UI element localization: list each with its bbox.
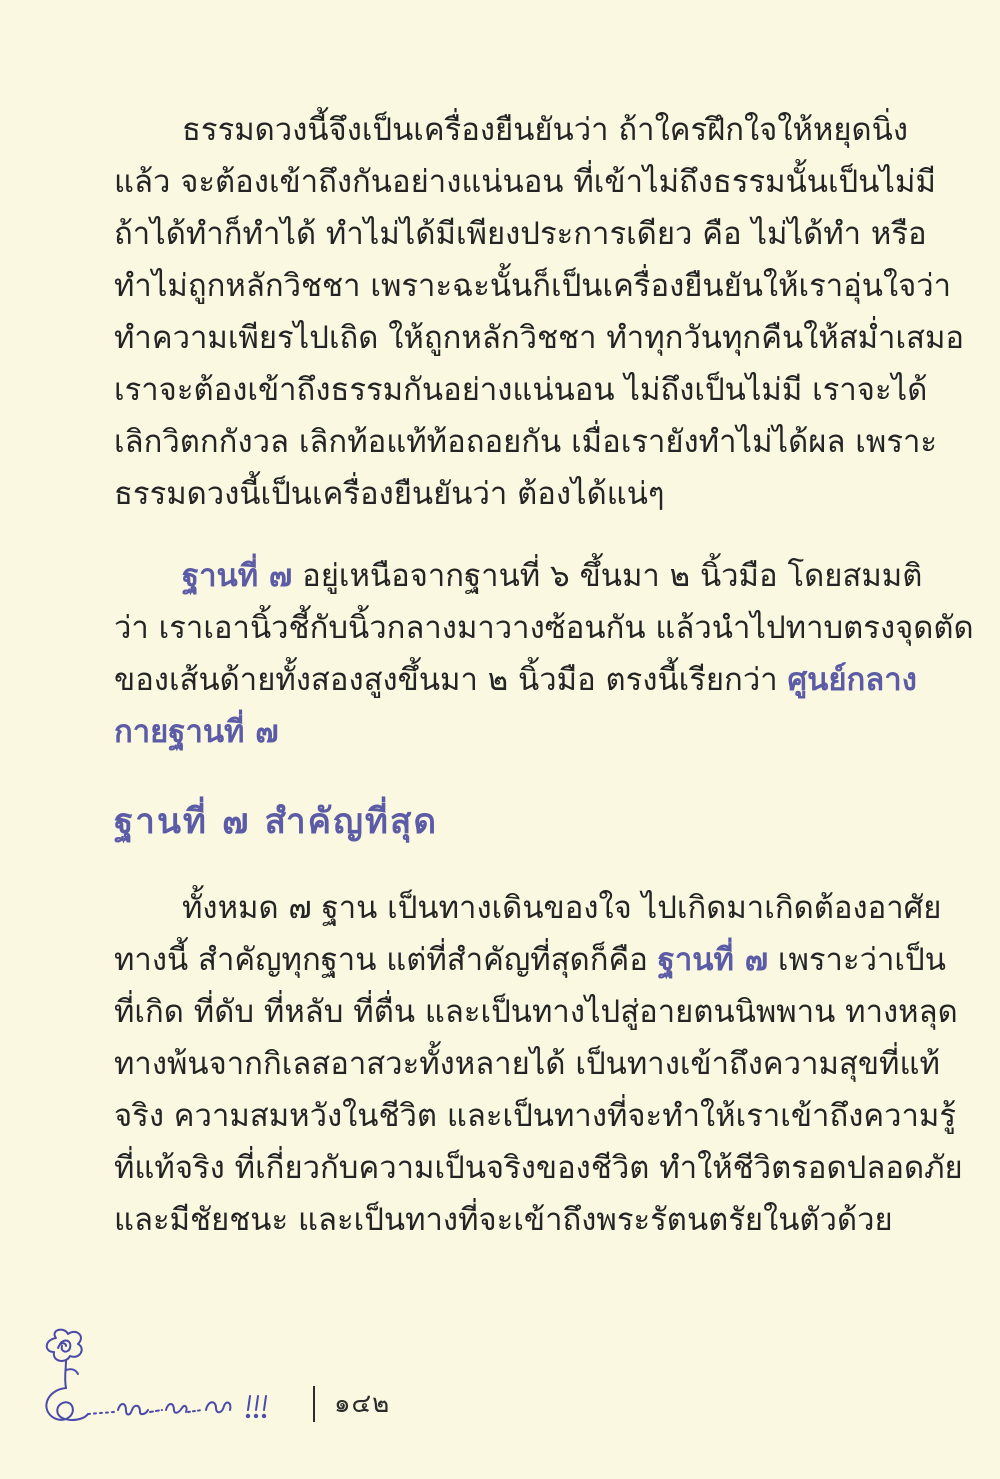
- paragraph-1-line-6: เราจะต้องเข้าถึงธรรมกันอย่างแน่นอน ไม่ถึงเป็นไม่มี เราจะได้: [114, 372, 928, 408]
- highlight-body-base-7: กายฐานที่ ๗: [114, 714, 279, 750]
- paragraph-1-line-4: ทำไม่ถูกหลักวิชชา เพราะฉะนั้นก็เป็นเครื่องยืนยันให้เราอุ่นใจว่า: [114, 268, 952, 304]
- rose-signature-icon: [36, 1326, 286, 1432]
- highlight-center: ศูนย์กลาง: [787, 662, 917, 698]
- paragraph-1-line-8: ธรรมดวงนี้เป็นเครื่องยืนยันว่า ต้องได้แน่ๆ: [114, 476, 665, 512]
- footer-divider: [313, 1386, 315, 1422]
- section-heading: ฐานที่ ๗ สำคัญที่สุด: [114, 801, 439, 842]
- paragraph-1-line-5: ทำความเพียรไปเถิด ให้ถูกหลักวิชชา ทำทุกวันทุกคืนให้สม่ำเสมอ: [114, 320, 965, 356]
- paragraph-3-line-2: [114, 942, 946, 978]
- paragraph-3-line-2-text-a: ทางนี้ สำคัญทุกฐาน แต่ที่สำคัญที่สุดก็คือ: [114, 942, 658, 978]
- paragraph-2-line-4: [114, 714, 888, 750]
- paragraph-1-line-2: แล้ว จะต้องเข้าถึงกันอย่างแน่นอน ที่เข้าไม่ถึงธรรมนั้นเป็นไม่มี: [114, 164, 936, 200]
- paragraph-2-line-3: [114, 662, 917, 698]
- paragraph-2-line-2: ว่า เราเอานิ้วชี้กับนิ้วกลางมาวางซ้อนกัน แล้วนำไปทาบตรงจุดตัด: [114, 610, 974, 646]
- paragraph-1-line-7: เลิกวิตกกังวล เลิกท้อแท้ท้อถอยกัน เมื่อเรายังทำไม่ได้ผล เพราะ: [114, 424, 938, 460]
- paragraph-3-line-5: จริง ความสมหวังในชีวิต และเป็นทางที่จะทำให้เราเข้าถึงความรู้: [114, 1098, 957, 1134]
- paragraph-3-line-7: และมีชัยชนะ และเป็นทางที่จะเข้าถึงพระรัตนตรัยในตัวด้วย: [114, 1202, 893, 1238]
- paragraph-3-line-1: ทั้งหมด ๗ ฐาน เป็นทางเดินของใจ ไปเกิดมาเกิดต้องอาศัย: [182, 890, 942, 926]
- paragraph-2-line-1: [182, 558, 923, 594]
- paragraph-3-line-3: ที่เกิด ที่ดับ ที่หลับ ที่ตื่น และเป็นทางไปสู่อายตนนิพพาน ทางหลุด: [114, 994, 958, 1030]
- highlight-base-7: ฐานที่ ๗: [182, 558, 293, 594]
- paragraph-1-line-3: ถ้าได้ทำก็ทำได้ ทำไม่ได้มีเพียงประการเดียว คือ ไม่ได้ทำ หรือ: [114, 216, 927, 252]
- highlight-base-7-second: ฐานที่ ๗: [657, 942, 769, 978]
- paragraph-1-line-1: ธรรมดวงนี้จึงเป็นเครื่องยืนยันว่า ถ้าใครฝึกใจให้หยุดนิ่ง: [182, 112, 908, 148]
- paragraph-3-line-4: ทางพ้นจากกิเลสอาสวะทั้งหลายได้ เป็นทางเข้าถึงความสุขที่แท้: [114, 1046, 940, 1082]
- page-number: ๑๔๒: [334, 1389, 391, 1419]
- paragraph-2-line-3-text: ของเส้นด้ายทั้งสองสูงขึ้นมา ๒ นิ้วมือ ตรงนี้เรียกว่า: [114, 662, 788, 698]
- paragraph-3-line-2-text-b: เพราะว่าเป็น: [768, 942, 946, 978]
- paragraph-3-line-6: ที่แท้จริง ที่เกี่ยวกับความเป็นจริงของชีวิต ทำให้ชีวิตรอดปลอดภัย: [114, 1150, 963, 1186]
- paragraph-2-line-1-text: อยู่เหนือจากฐานที่ ๖ ขึ้นมา ๒ นิ้วมือ โดยสมมติ: [292, 558, 923, 594]
